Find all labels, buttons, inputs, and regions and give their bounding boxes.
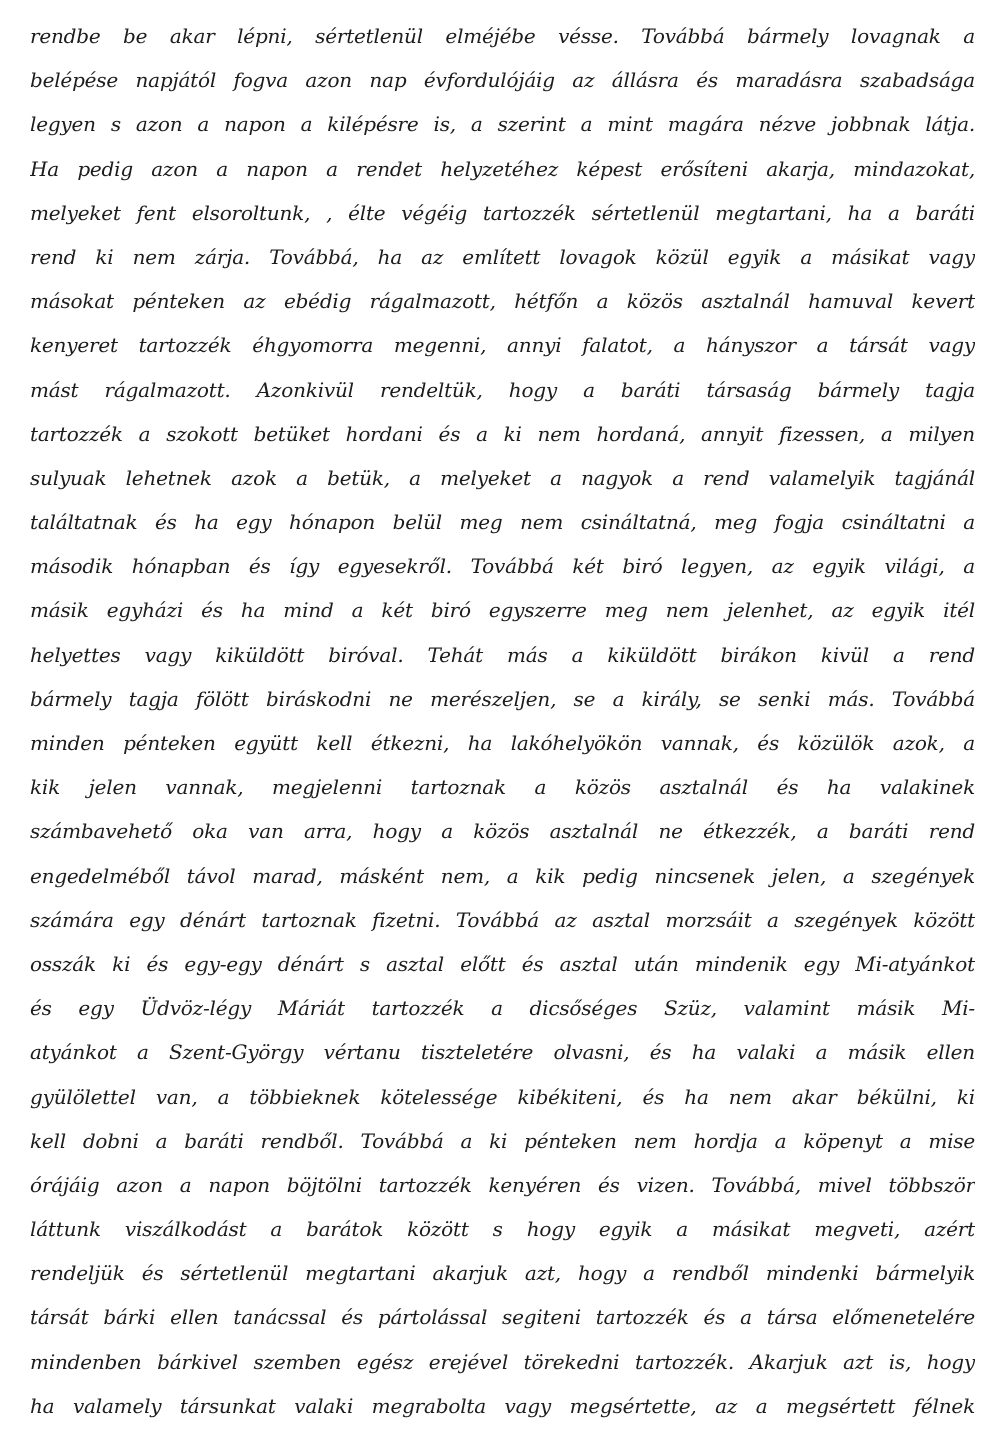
text-line: órájáig azon a napon böjtölni tartozzék kenyéren és vizen. Továbbá, mivel többször <box>30 1172 975 1197</box>
text-line: rendeljük és sértetlenül megtartani akarjuk azt, hogy a rendből mindenki bármelyik <box>30 1261 975 1286</box>
text-line: ha valamely társunkat valaki megrabolta vagy megsértette, az a megsértett félnek <box>30 1393 975 1418</box>
text-line: rendbe be akar lépni, sértetlenül elméjébe vésse. Továbbá bármely lovagnak a <box>30 24 975 48</box>
text-line: engedelméből távol marad, másként nem, a kik pedig nincsenek jelen, a szegények <box>30 863 975 888</box>
text-line: belépése napjától fogva azon nap évfordulójáig az állásra és maradásra szabadsága <box>30 68 975 93</box>
text-line: kell dobni a baráti rendből. Továbbá a ki pénteken nem hordja a köpenyt a mise <box>30 1128 975 1153</box>
text-line: melyeket fent elsoroltunk, , élte végéig tartozzék sértetlenül megtartani, ha a baráti <box>30 200 975 225</box>
text-line: helyettes vagy kiküldött biróval. Tehát más a kiküldött birákon kivül a rend <box>30 642 975 667</box>
text-line: osszák ki és egy-egy dénárt s asztal előtt és asztal után mindenik egy Mi-atyánkot <box>30 951 975 976</box>
text-line: kik jelen vannak, megjelenni tartoznak a közös asztalnál és ha valakinek <box>30 775 975 800</box>
text-line: társát bárki ellen tanácssal és pártolással segiteni tartozzék és a társa előmenetelére <box>30 1305 975 1330</box>
text-line: Ha pedig azon a napon a rendet helyzetéhez képest erősíteni akarja, mindazokat, <box>30 156 975 181</box>
text-line: mást rágalmazott. Azonkivül rendeltük, hogy a baráti társaság bármely tagja <box>30 377 975 402</box>
text-line: számbavehető oka van arra, hogy a közös asztalnál ne étkezzék, a baráti rend <box>30 819 975 844</box>
text-line: kenyeret tartozzék éhgyomorra megenni, annyi falatot, a hányszor a társát vagy <box>30 333 975 358</box>
text-line: számára egy dénárt tartoznak fizetni. Továbbá az asztal morzsáit a szegények között <box>30 907 975 932</box>
text-line: minden pénteken együtt kell étkezni, ha lakóhelyökön vannak, és közülök azok, a <box>30 731 975 755</box>
text-line: másik egyházi és ha mind a két biró egyszerre meg nem jelenhet, az egyik itél <box>30 598 975 623</box>
text-line: és egy Üdvöz-légy Máriát tartozzék a dicsőséges Szüz, valamint másik Mi- <box>30 996 975 1021</box>
text-line: második hónapban és így egyesekről. Továbbá két biró legyen, az egyik világi, a <box>30 554 975 579</box>
text-line: láttunk viszálkodást a barátok között s hogy egyik a másikat megveti, azért <box>30 1217 975 1242</box>
text-line: legyen s azon a napon a kilépésre is, a szerint a mint magára nézve jobbnak látja. <box>30 112 975 137</box>
text-line: tartozzék a szokott betüket hordani és a ki nem hordaná, annyit fizessen, a milyen <box>30 421 975 446</box>
text-line: atyánkot a Szent-György vértanu tiszteletére olvasni, és ha valaki a másik ellen <box>30 1040 975 1065</box>
text-line: gyülölettel van, a többieknek kötelessége kibékiteni, és ha nem akar békülni, ki <box>30 1084 975 1109</box>
text-line: mindenben bárkivel szemben egész erejével törekedni tartozzék. Akarjuk azt is, hogy <box>30 1349 975 1374</box>
text-line: bármely tagja fölött biráskodni ne merészeljen, se a király, se senki más. Továbbá <box>30 686 975 711</box>
text-line: találtatnak és ha egy hónapon belül meg nem csináltatná, meg fogja csináltatni a <box>30 510 975 535</box>
text-line: rend ki nem zárja. Továbbá, ha az említett lovagok közül egyik a másikat vagy <box>30 244 975 269</box>
text-line: sulyuak lehetnek azok a betük, a melyeket a nagyok a rend valamelyik tagjánál <box>30 465 975 490</box>
text-line: másokat pénteken az ebédig rágalmazott, hétfőn a közös asztalnál hamuval kevert <box>30 289 975 314</box>
